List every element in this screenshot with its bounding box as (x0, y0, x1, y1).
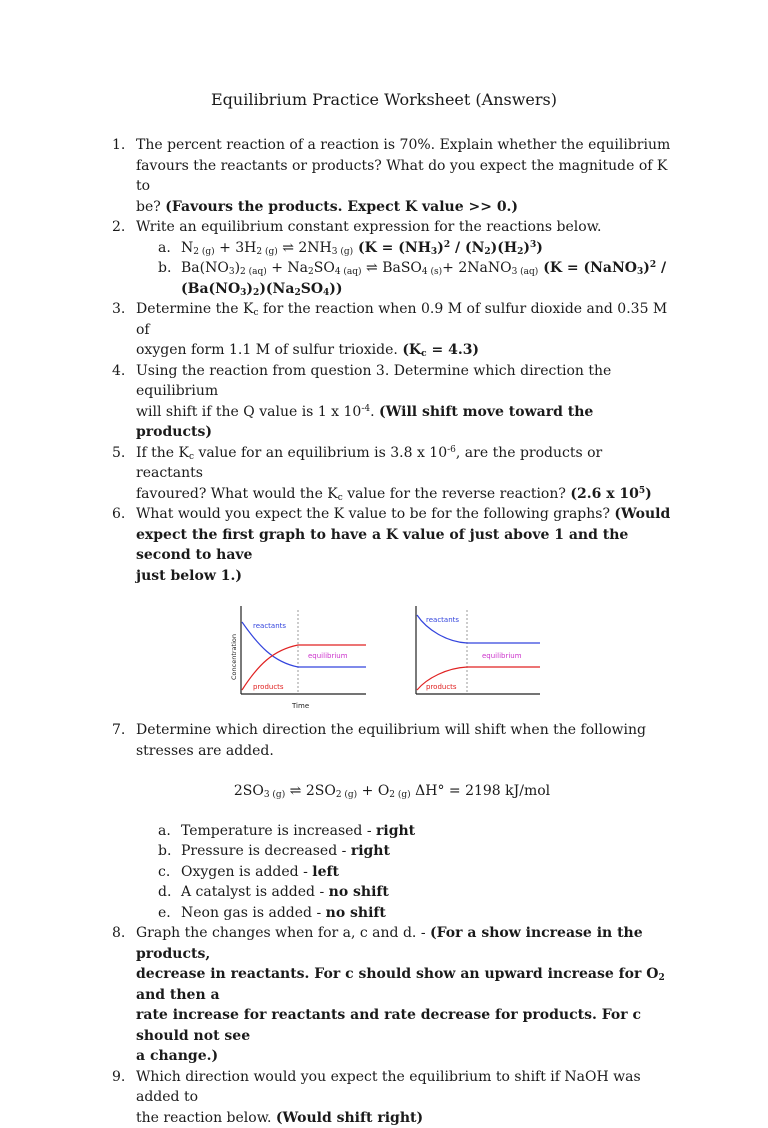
q7-item-d: d. A catalyst is added - no shift (136, 882, 672, 903)
q1-answer: (Favours the products. Expect K value >> 0.) (165, 199, 518, 215)
graph-1-products-label: products (253, 683, 284, 691)
question-9: 9. Which direction would you expect the equilibrium to shift if NaOH was added to the reaction below. (Would shift right) (112, 1067, 672, 1128)
question-number: 1. (112, 135, 125, 156)
q2b-answer: (K = (NaNO$_3$)$^2$ / $(Ba(NO_3)_2)(Na_2SO_4)$) (181, 260, 666, 297)
part-label: b. (158, 258, 171, 279)
q3-line2: oxygen form 1.1 M of sulfur trioxide. $(K_c = 4.3)$ (136, 340, 672, 361)
q2a-answer: $(K = (NH_3)^2 / (N_2)(H_2)^3)$ (353, 240, 543, 256)
q6-answer-line3: just below 1.) (136, 568, 242, 584)
question-number: 2. (112, 217, 125, 238)
question-1 (112, 135, 672, 217)
question-7 (112, 720, 672, 923)
graph-1-equilibrium-label: equilibrium (308, 652, 348, 660)
q7-item-c: c. Oxygen is added - left (136, 862, 672, 883)
q1-line3: be? (136, 199, 165, 215)
q7-line1: Determine which direction the equilibrium will shift when the following (136, 720, 672, 741)
graph-1-y-label: Concentration (230, 634, 238, 680)
q4-line2: will shift if the Q value is 1 x $10^{-4}$. (Will shift move toward the products) (136, 402, 672, 443)
graphs-row (0, 600, 768, 720)
q9-line1: Which direction would you expect the equilibrium to shift if NaOH was added to (136, 1067, 672, 1108)
q6-line1: What would you expect the K value to be for the following graphs? (136, 506, 614, 522)
question-6: 6. What would you expect the K value to be for the following graphs? (Would expect the first graph to have a K value of just above 1 and the second to have just below 1.) (112, 504, 672, 586)
question-2 (112, 217, 672, 299)
graph-1-reactants-label: reactants (253, 622, 286, 630)
question-3 (112, 299, 672, 361)
q7-item-a: a. Temperature is increased - right (136, 821, 672, 842)
q8-answer-line2: decrease in reactants. For c should show an upward increase for $O_2$ and then a (136, 966, 665, 1003)
q7-item-e: e. Neon gas is added - no shift (136, 903, 672, 924)
q5-line1: If the $K_c$ value for an equilibrium is 3.8 x $10^{-6}$, are the products or reactants (136, 443, 672, 484)
q1-line2: favours the reactants or products? What do you expect the magnitude of K to (136, 156, 672, 197)
graph-1-x-label: Time (291, 702, 309, 710)
q2-part-a: a. $N_{2 (g)} + 3H_{2 (g)}$ ⇌ $2NH_{3 (g)}$ $(K = (NH_3)^2 / (N_2)(H_2)^3)$ (136, 238, 672, 259)
question-8: 8. Graph the changes when for a, c and d. - (For a show increase in the products, decrease in reactants. For c should show an upward increase for $O_2$ and then a rate increase for reactants and rate decrease for products. For c should not see a change.) (112, 923, 672, 1067)
question-number: 3. (112, 299, 125, 320)
question-number: 4. (112, 361, 125, 382)
q1-line1: The percent reaction of a reaction is 70%. Explain whether the equilibrium (136, 135, 672, 156)
graph-2 (412, 600, 542, 718)
question-number: 5. (112, 443, 125, 464)
graph-2-products-label: products (426, 683, 457, 691)
q8-answer-line3: rate increase for reactants and rate decrease for products. For c should not see (136, 1007, 641, 1044)
q5-answer: (2.6 x $10^5$) (570, 486, 651, 502)
page-title: Equilibrium Practice Worksheet (Answers) (0, 90, 768, 109)
question-4 (112, 361, 672, 443)
q4-answer: (Will shift move toward the products) (136, 404, 593, 441)
graph-1 (228, 600, 368, 718)
q3-line1: Determine the $K_c$ for the reaction when 0.9 M of sulfur dioxide and 0.35 M of (136, 299, 672, 340)
question-5 (112, 443, 672, 505)
q7-equation: $2SO_{3 (g)}$ ⇌ $2SO_{2 (g)} + O_{2 (g)}$ ΔH° = 2198 kJ/mol (112, 781, 672, 802)
graph-2-equilibrium-label: equilibrium (482, 652, 522, 660)
q8-answer-line4: a change.) (136, 1048, 218, 1064)
q4-line1: Using the reaction from question 3. Determine which direction the equilibrium (136, 361, 672, 402)
part-label: a. (158, 238, 171, 259)
question-number: 6. (112, 504, 125, 525)
question-list (112, 135, 672, 1128)
q9-answer: (Would shift right) (276, 1110, 423, 1126)
q6-answer-line2: expect the first graph to have a K value of just above 1 and the second to have (136, 527, 628, 564)
q7-line2: stresses are added. (136, 741, 672, 762)
question-number: 9. (112, 1067, 125, 1088)
q7-item-b: b. Pressure is decreased - right (136, 841, 672, 862)
q2-text: Write an equilibrium constant expression for the reactions below. (136, 217, 672, 238)
q3-answer: $(K_c = 4.3)$ (402, 342, 479, 358)
question-number: 8. (112, 923, 125, 944)
question-number: 7. (112, 720, 125, 741)
q2-part-b: b. $Ba(NO_3)_{2 (aq)} + Na_2SO_{4 (aq)}$ ⇌ BaSO$_{4 (s)}$+ 2NaNO$_{3 (aq)}$ (K = (NaNO$_3$)$^2$ / $(Ba(NO_3)_2)(Na_2SO_4)$) (136, 258, 672, 299)
q5-line2: favoured? What would the $K_c$ value for the reverse reaction? (2.6 x $10^5$) (136, 484, 672, 505)
graph-2-reactants-label: reactants (426, 616, 459, 624)
